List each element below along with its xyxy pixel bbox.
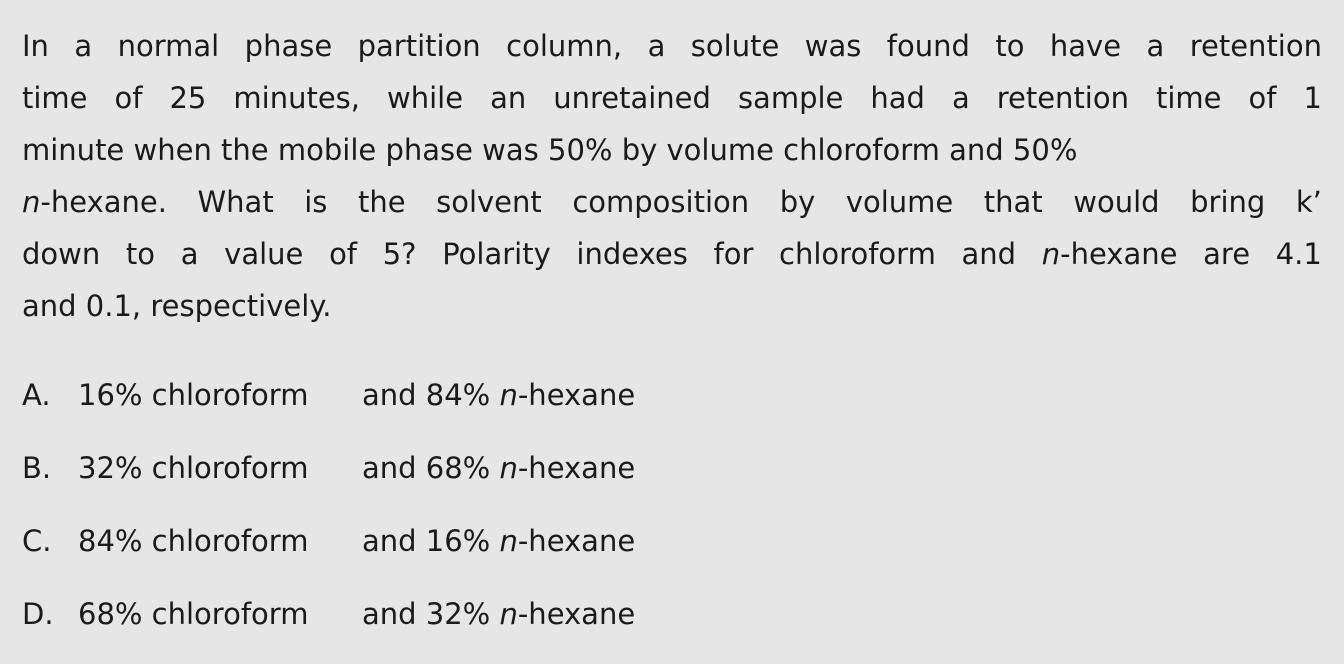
question-word: time [1156,81,1222,115]
question-word: of [1248,81,1277,115]
question-word: In [22,29,49,63]
option-hexane-amount: and 84% [362,378,500,412]
question-word: retention [1189,29,1322,63]
hexane-suffix: -hexane [517,378,636,412]
question-word: solvent [436,185,542,219]
question-word: are [1203,237,1251,271]
question-line [22,72,1322,124]
question-text [22,20,1322,332]
question-word: chloroform [779,237,936,271]
question-word: 0.1, [85,289,142,323]
question-word: composition [572,185,750,219]
question-word: retention [996,81,1129,115]
option-letter: C. [22,524,52,558]
italic-n: n [22,185,41,219]
question-line [22,228,1322,280]
italic-n: n [1041,237,1061,271]
question-word: respectively. [150,289,332,323]
question-word: is [304,185,328,219]
hexane-suffix: -hexane. [40,185,167,219]
question-word: phase [244,29,333,63]
question-line [22,20,1322,72]
question-word: that [983,185,1043,219]
question-word: k’ [1295,185,1322,219]
option-hexane-amount: and 68% [362,451,500,485]
question-word [22,176,167,228]
option-hexane-amount: and 16% [362,524,500,558]
question-word: was [804,29,862,63]
question-word: of [329,237,358,271]
question-word: by [621,133,658,167]
hexane-suffix: -hexane [517,597,636,631]
question-word: 50% [548,133,613,167]
question-line [22,280,1322,332]
question-word: had [870,81,925,115]
question-word: and [949,133,1004,167]
question-word: when [133,133,212,167]
question-word: column, [506,29,623,63]
question-word: minute [22,133,125,167]
italic-n: n [499,378,518,412]
option-letter: A. [22,378,51,412]
question-word: of [114,81,143,115]
option-c[interactable] [22,512,635,585]
answer-options [22,366,635,658]
question-word: solute [690,29,780,63]
question-word: and [961,237,1017,271]
question-word: have [1049,29,1122,63]
question-word: was [482,133,539,167]
option-hexane-amount: and 32% [362,597,500,631]
question-word: What [197,185,274,219]
question-word: 5? [382,237,417,271]
question-line [22,124,1322,176]
option-a[interactable] [22,366,635,439]
question-word: sample [737,81,844,115]
option-chloroform: 16% chloroform [78,378,309,412]
question-word: a [180,237,199,271]
question-word: normal [117,29,220,63]
question-word: time [22,81,88,115]
question-word: the [357,185,406,219]
italic-n: n [499,597,518,631]
question-word: Polarity [442,237,551,271]
question-word: mobile [277,133,377,167]
question-word: volume [845,185,954,219]
question-word: for [713,237,754,271]
question-word: minutes, [233,81,360,115]
hexane-suffix: -hexane [517,451,636,485]
question-word: to [125,237,156,271]
question-word: by [779,185,816,219]
question-word: indexes [576,237,688,271]
option-chloroform: 84% chloroform [78,524,309,558]
option-letter: D. [22,597,54,631]
question-word: an [490,81,527,115]
option-chloroform: 68% chloroform [78,597,309,631]
question-word: chloroform [783,133,940,167]
question-word: a [1146,29,1165,63]
question-word: 1 [1303,81,1322,115]
italic-n: n [499,524,518,558]
option-chloroform: 32% chloroform [78,451,309,485]
question-word: 25 [169,81,207,115]
question-word: unretained [553,81,711,115]
question-word: a [951,81,970,115]
question-word: to [995,29,1025,63]
question-word [1042,228,1178,280]
option-d[interactable] [22,585,635,658]
question-word: the [221,133,269,167]
question-word: 50% [1012,133,1078,167]
question-word: would [1073,185,1160,219]
option-letter: B. [22,451,52,485]
question-word: while [387,81,464,115]
question-word: value [224,237,304,271]
question-word: a [74,29,93,63]
italic-n: n [499,451,518,485]
hexane-suffix: -hexane [517,524,636,558]
option-b[interactable] [22,439,635,512]
question-word: down [22,237,101,271]
question-word: and [22,289,77,323]
question-word: volume [666,133,774,167]
question-word: partition [357,29,481,63]
question-word: found [886,29,970,63]
question-word: phase [385,133,473,167]
question-word: bring [1190,185,1266,219]
hexane-suffix: -hexane [1060,237,1178,271]
question-line [22,176,1322,228]
question-word: 4.1 [1275,237,1322,271]
question-word: a [647,29,666,63]
